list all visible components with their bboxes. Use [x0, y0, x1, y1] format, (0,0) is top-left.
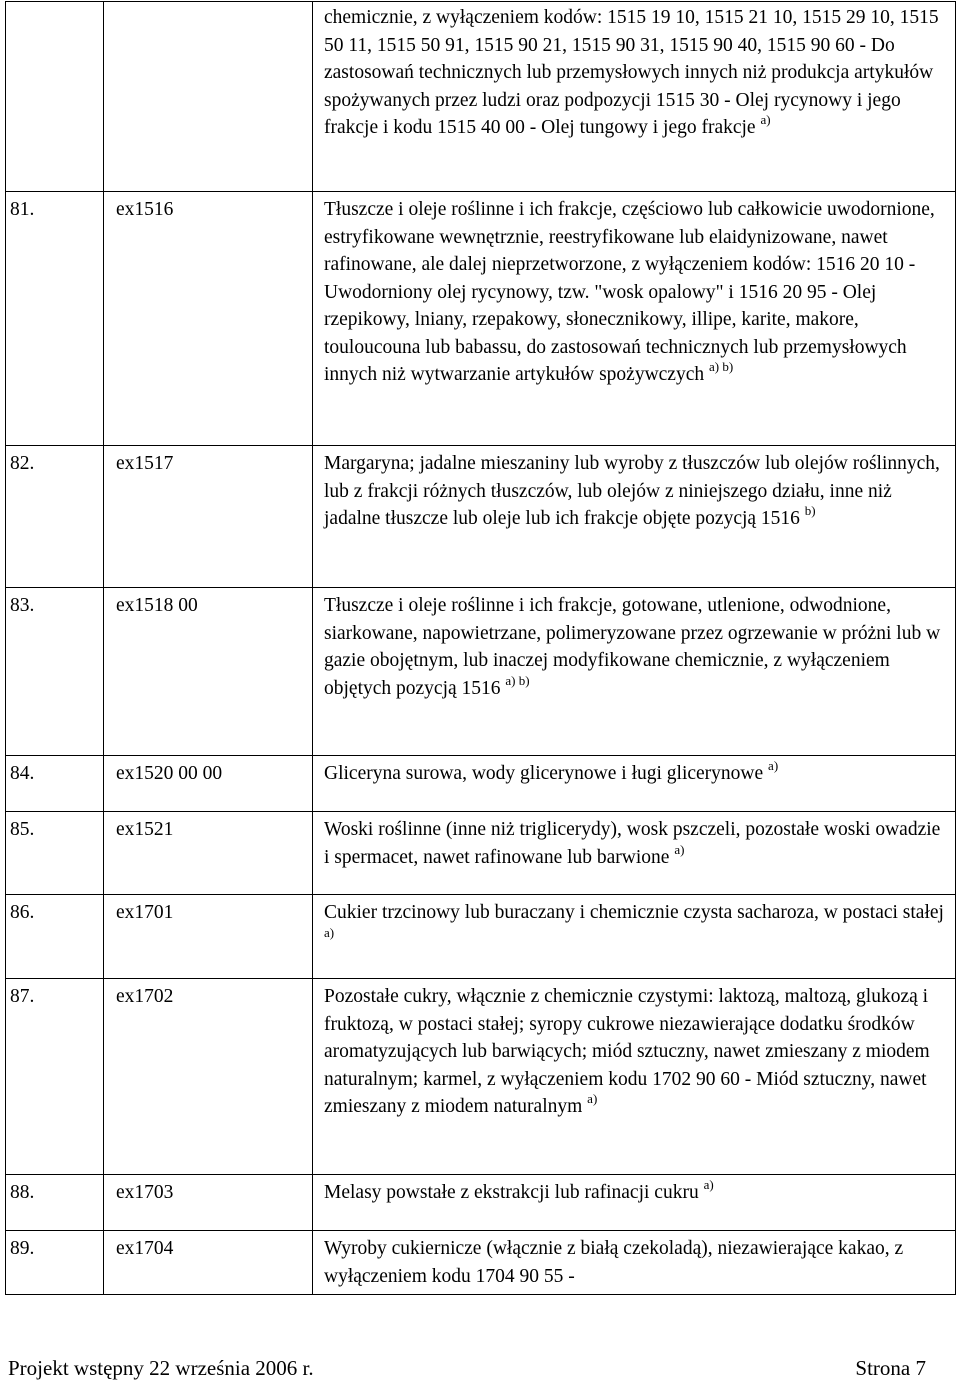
item-description: Melasy powstałe z ekstrakcji lub rafinacji cukru [324, 1182, 699, 1203]
item-number: 82. [10, 453, 35, 474]
item-number-cell [6, 756, 104, 812]
footnote-marker: a) [587, 1091, 598, 1106]
item-number-cell [6, 1231, 104, 1295]
footnote-marker: a) [703, 1177, 714, 1192]
item-description-cell [313, 979, 956, 1175]
item-description: Tłuszcze i oleje roślinne i ich frakcje, gotowane, utlenione, odwodnione, siarkowane, napowietrzane, polimeryzowane przez ogrzewanie w próżni lub w gazie obojętnym, lub inaczej modyfikowane chemicznie, z wyłączeniem objętych pozycją 1516 [324, 595, 941, 699]
table-row [6, 588, 956, 756]
item-number: 89. [10, 1238, 35, 1259]
item-code: ex1518 00 [116, 595, 198, 616]
table-row [6, 895, 956, 979]
item-code-cell [104, 1175, 313, 1231]
item-code-cell [104, 812, 313, 895]
item-description-cell [313, 756, 956, 812]
item-number: 83. [10, 595, 35, 616]
table-row [6, 1231, 956, 1295]
item-description: Woski roślinne (inne niż triglicerydy), wosk pszczeli, pozostałe woski owadzie i spermacet, nawet rafinowane lub barwione [324, 819, 941, 868]
item-code: ex1516 [116, 199, 174, 220]
table-row [6, 446, 956, 588]
item-number-cell [6, 979, 104, 1175]
item-code-cell [104, 192, 313, 446]
item-description-cell [313, 446, 956, 588]
item-description-cell [313, 2, 956, 192]
item-description-cell [313, 812, 956, 895]
item-number: 87. [10, 986, 35, 1007]
footer-page-number: Strona 7 [855, 1356, 926, 1380]
table-row [6, 979, 956, 1175]
item-description: Pozostałe cukry, włącznie z chemicznie czystymi: laktozą, maltozą, glukozą i fruktozą, w postaci stałej; syropy cukrowe niezawierające dodatku środków aromatyzujących lub barwiących; miód sztuczny, nawet zmieszany z miodem naturalnym; karmel, z wyłączeniem kodu 1702 90 60 - Miód sztuczny, nawet zmieszany z miodem naturalnym [324, 986, 930, 1117]
table-row [6, 812, 956, 895]
item-number-cell [6, 895, 104, 979]
item-code-cell [104, 979, 313, 1175]
footnote-marker: a) [760, 112, 771, 127]
item-number: 85. [10, 819, 35, 840]
footnote-marker: b) [804, 503, 816, 518]
table-row [6, 756, 956, 812]
item-code-cell [104, 2, 313, 192]
item-code: ex1704 [116, 1238, 174, 1259]
item-description: Cukier trzcinowy lub buraczany i chemicznie czysta sacharoza, w postaci stałej [324, 902, 944, 923]
item-code-cell [104, 446, 313, 588]
item-description-cell [313, 588, 956, 756]
item-number: 86. [10, 902, 35, 923]
item-description-cell [313, 192, 956, 446]
item-description-cell [313, 1231, 956, 1295]
item-code-cell [104, 756, 313, 812]
item-description-cell [313, 895, 956, 979]
goods-table [5, 1, 956, 1295]
footnote-marker: a) [768, 758, 779, 773]
item-number-cell [6, 588, 104, 756]
table-row [6, 2, 956, 192]
item-description: Gliceryna surowa, wody glicerynowe i ługi glicerynowe [324, 763, 764, 784]
item-code: ex1702 [116, 986, 174, 1007]
footnote-marker: a) b) [505, 672, 530, 688]
item-number-cell [6, 192, 104, 446]
footnote-marker: a) [324, 924, 335, 940]
item-code-cell [104, 588, 313, 756]
table-row [6, 1175, 956, 1231]
item-description-cell [313, 1175, 956, 1231]
item-code: ex1701 [116, 902, 174, 923]
item-code: ex1703 [116, 1182, 174, 1203]
item-code: ex1517 [116, 453, 174, 474]
table-row [6, 192, 956, 446]
item-code-cell [104, 895, 313, 979]
item-number-cell [6, 446, 104, 588]
item-description: Margaryna; jadalne mieszaniny lub wyroby z tłuszczów lub olejów roślinnych, lub z frakcji różnych tłuszczów, lub olejów z niniejszego działu, inne niż jadalne tłuszcze lub oleje lub ich frakcje objęte pozycją 1516 [324, 453, 940, 529]
footnote-marker: a) b) [709, 359, 734, 374]
item-number-cell [6, 2, 104, 192]
item-description: Tłuszcze i oleje roślinne i ich frakcje, częściowo lub całkowicie uwodornione, estryfikowane wewnętrznie, reestryfikowane lub elaidynizowane, nawet rafinowane, ale dalej nieprzetworzone, z wyłączeniem kodów: 1516 20 10 - Uwodorniony olej rycynowy, tzw. "wosk opalowy" i 1516 20 95 - Olej rzepikowy, lniany, rzepakowy, słonecznikowy, illipe, karite, makore, touloucouna lub babassu, do zastosowań technicznych lub przemysłowych innych niż wytwarzanie artykułów spożywczych [324, 199, 935, 385]
footnote-marker: a) [674, 841, 685, 857]
item-number: 84. [10, 763, 35, 784]
item-number: 88. [10, 1182, 35, 1203]
item-code: ex1521 [116, 819, 174, 840]
page-footer [8, 1356, 926, 1381]
item-description: Wyroby cukiernicze (włącznie z białą czekoladą), niezawierające kakao, z wyłączeniem kodu 1704 90 55 - [324, 1238, 904, 1287]
item-number-cell [6, 1175, 104, 1231]
item-number: 81. [10, 199, 35, 220]
footer-draft-date: Projekt wstępny 22 września 2006 r. [8, 1356, 314, 1380]
item-code: ex1520 00 00 [116, 763, 223, 784]
item-number-cell [6, 812, 104, 895]
item-code-cell [104, 1231, 313, 1295]
item-description: chemicznie, z wyłączeniem kodów: 1515 19 10, 1515 21 10, 1515 29 10, 1515 50 11, 1515 50 91, 1515 90 21, 1515 90 31, 1515 90 40, 1515 90 60 - Do zastosowań technicznych lub przemysłowych innych niż produkcja artykułów spożywanych przez ludzi oraz podpozycji 1515 30 - Olej rycynowy i jego frakcje i kodu 1515 40 00 - Olej tungowy i jego frakcje [324, 7, 939, 138]
